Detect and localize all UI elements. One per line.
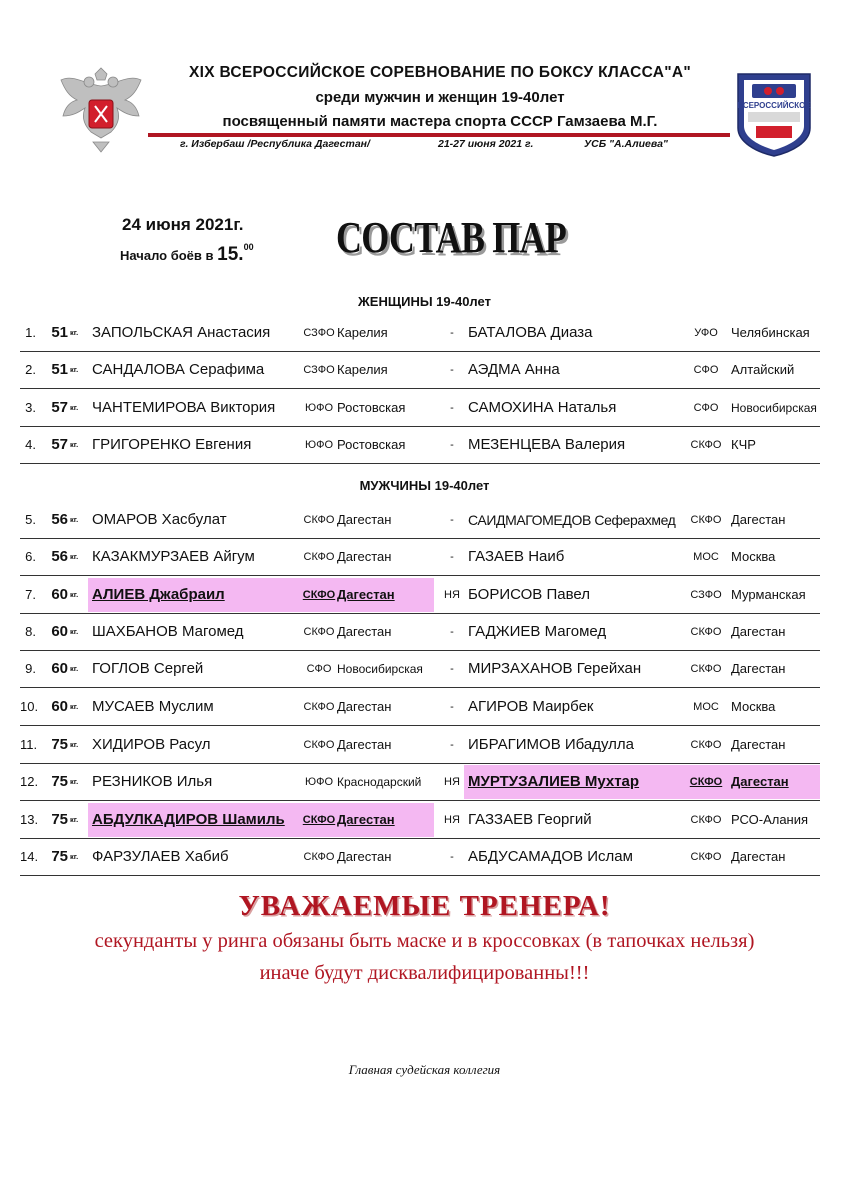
weight-unit: кг. <box>70 815 79 824</box>
boxer-1-name: ЧАНТЕМИРОВА Виктория <box>92 399 276 416</box>
boxer-1-region: Дагестан <box>337 587 395 602</box>
boxer-2-name: САИДМАГОМЕДОВ Сеферахмед <box>468 512 676 528</box>
start-hour: 15. <box>217 244 244 265</box>
boxer-2-name: ГАЗАЕВ Наиб <box>468 548 565 565</box>
boxer-1-district: СЗФО <box>303 364 335 376</box>
boxer-1-district: СКФО <box>303 739 335 751</box>
boxer-1-name: САНДАЛОВА Серафима <box>92 361 265 378</box>
boxer-1-district: СЗФО <box>303 327 335 339</box>
weight-unit: кг. <box>70 403 79 412</box>
footer-signature: Главная судейская коллегия <box>348 1062 501 1077</box>
start-time <box>120 244 254 266</box>
section-men: МУЖЧИНЫ 19-40лет <box>359 478 490 493</box>
weight-class: 51 <box>51 324 68 341</box>
boxer-2-region: Алтайский <box>731 362 795 377</box>
bout-result: - <box>450 364 454 376</box>
bout-number: 12. <box>20 774 39 789</box>
boxer-2-district: СКФО <box>690 514 722 526</box>
boxer-1-district: СКФО <box>303 701 335 713</box>
boxer-2-district: СКФО <box>690 663 722 675</box>
boxer-1-region: Дагестан <box>337 737 392 752</box>
boxer-1-region: Дагестан <box>337 699 392 714</box>
boxer-1-region: Дагестан <box>337 849 392 864</box>
boxer-1-name: ОМАРОВ Хасбулат <box>92 511 227 528</box>
boxer-1-name: ШАХБАНОВ Магомед <box>92 623 244 640</box>
weight-unit: кг. <box>70 702 79 711</box>
weight-class: 56 <box>51 548 68 565</box>
bout-result: - <box>450 439 454 451</box>
boxer-1-region: Карелия <box>337 325 388 340</box>
bout-number: 11. <box>20 737 38 752</box>
boxer-1-district: СКФО <box>303 514 335 526</box>
boxer-2-district: СКФО <box>690 626 722 638</box>
boxer-2-district: СФО <box>693 364 719 376</box>
notice-line-2: иначе будут дисквалифицированны!!! <box>259 962 590 984</box>
weight-unit: кг. <box>70 852 79 861</box>
boxer-2-district: СЗФО <box>690 589 722 601</box>
boxer-1-name: ФАРЗУЛАЕВ Хабиб <box>92 848 229 865</box>
boxer-2-region: Дагестан <box>731 661 786 676</box>
bout-number: 2. <box>25 362 36 377</box>
bout-number: 14. <box>20 849 39 864</box>
boxer-2-name: ГАЗЗАЕВ Георгий <box>468 811 592 828</box>
bout-number: 13. <box>20 812 39 827</box>
boxer-2-district: СФО <box>693 402 719 414</box>
bout-number: 4. <box>25 437 36 452</box>
bout-number: 9. <box>25 661 36 676</box>
bout-result: НЯ <box>444 589 460 601</box>
bout-result: - <box>450 626 454 638</box>
bout-number: 6. <box>25 549 36 564</box>
boxer-2-region: Челябинская <box>731 325 810 340</box>
notice-title: УВАЖАЕМЫЕ ТРЕНЕРА! <box>238 890 611 922</box>
boxer-1-region: Карелия <box>337 362 388 377</box>
boxer-1-region: Ростовская <box>337 437 406 452</box>
boxer-2-name: АГИРОВ Маирбек <box>468 698 594 715</box>
boxer-2-name: МИРЗАХАНОВ Герейхан <box>468 660 642 677</box>
boxer-2-name: МУРТУЗАЛИЕВ Мухтар <box>468 773 640 790</box>
table-row <box>20 689 820 726</box>
boxer-2-name: АЭДМА Анна <box>468 361 560 378</box>
weight-unit: кг. <box>70 740 79 749</box>
boxer-2-district: МОС <box>693 701 719 713</box>
competition-logo-icon <box>728 68 820 158</box>
boxer-1-name: АБДУЛКАДИРОВ Шамиль <box>92 811 285 828</box>
bout-result: НЯ <box>444 776 460 788</box>
weight-unit: кг. <box>70 777 79 786</box>
table-row <box>20 502 820 539</box>
weight-class: 57 <box>51 399 68 416</box>
table-row <box>20 839 820 876</box>
weight-class: 75 <box>51 736 68 753</box>
start-minutes: 00 <box>243 242 254 252</box>
boxer-2-name: САМОХИНА Наталья <box>468 399 617 416</box>
boxer-2-name: МЕЗЕНЦЕВА Валерия <box>468 436 626 453</box>
notice-line-1: секунданты у ринга обязаны быть маске и в кроссовках (в тапочках нельзя) <box>94 930 755 952</box>
boxer-2-district: МОС <box>693 551 719 563</box>
boxer-2-region: Москва <box>731 699 776 714</box>
table-row <box>20 802 820 839</box>
boxer-1-district: СКФО <box>303 626 335 638</box>
boxer-2-district: СКФО <box>690 739 722 751</box>
boxer-2-region: Дагестан <box>731 624 786 639</box>
boxer-1-region: Дагестан <box>337 812 395 827</box>
weight-unit: кг. <box>70 328 79 337</box>
header-place: г. Избербаш /Республика Дагестан/ <box>180 138 370 150</box>
weight-unit: кг. <box>70 664 79 673</box>
boxer-1-name: МУСАЕВ Муслим <box>92 698 214 715</box>
weight-class: 60 <box>51 586 68 603</box>
boxer-1-district: ЮФО <box>304 439 334 451</box>
boxer-1-name: ЗАПОЛЬСКАЯ Анастасия <box>92 324 271 341</box>
table-row <box>20 352 820 389</box>
weight-class: 60 <box>51 660 68 677</box>
bout-result: - <box>450 402 454 414</box>
bout-result: - <box>450 663 454 675</box>
boxer-1-region: Ростовская <box>337 400 406 415</box>
weight-unit: кг. <box>70 627 79 636</box>
boxer-2-district: СКФО <box>689 776 723 788</box>
bout-result: - <box>450 739 454 751</box>
boxer-2-district: СКФО <box>690 814 722 826</box>
boxer-2-region: Мурманская <box>731 587 806 602</box>
weight-class: 60 <box>51 623 68 640</box>
boxer-1-region: Краснодарский <box>337 775 422 789</box>
weight-unit: кг. <box>70 515 79 524</box>
boxer-2-district: СКФО <box>690 439 722 451</box>
table-row <box>20 727 820 764</box>
weight-unit: кг. <box>70 365 79 374</box>
header-dedication: посвященный памяти мастера спорта СССР Гамзаева М.Г. <box>222 113 658 130</box>
weight-unit: кг. <box>70 552 79 561</box>
boxer-2-region: Дагестан <box>731 774 789 789</box>
bout-number: 5. <box>25 512 36 527</box>
table-row <box>20 390 820 427</box>
boxer-1-district: СКФО <box>302 814 336 826</box>
boxer-1-name: РЕЗНИКОВ Илья <box>92 773 213 790</box>
start-label: Начало боёв в <box>120 248 214 263</box>
bout-result: - <box>450 327 454 339</box>
bout-number: 7. <box>25 587 36 602</box>
header-subtitle: среди мужчин и женщин 19-40лет <box>315 89 565 106</box>
boxer-2-region: Москва <box>731 549 776 564</box>
header-title: XIX ВСЕРОССИЙСКОЕ СОРЕВНОВАНИЕ ПО БОКСУ КЛАССА"А" <box>188 64 692 81</box>
boxer-1-region: Дагестан <box>337 512 392 527</box>
page-title: СОСТАВ ПАР <box>336 213 566 262</box>
table-row <box>20 427 820 464</box>
boxer-2-name: ИБРАГИМОВ Ибадулла <box>468 736 635 753</box>
weight-class: 51 <box>51 361 68 378</box>
section-women: ЖЕНЩИНЫ 19-40лет <box>358 294 491 309</box>
boxer-2-name: БАТАЛОВА Диаза <box>468 324 593 341</box>
weight-class: 75 <box>51 773 68 790</box>
header-divider <box>148 133 730 137</box>
weight-class: 57 <box>51 436 68 453</box>
bout-number: 8. <box>25 624 36 639</box>
weight-unit: кг. <box>70 590 79 599</box>
weight-class: 56 <box>51 511 68 528</box>
boxer-2-region: РСО-Алания <box>731 812 809 827</box>
boxer-2-district: СКФО <box>690 851 722 863</box>
boxer-2-region: Дагестан <box>731 737 786 752</box>
boxer-1-name: ХИДИРОВ Расул <box>92 736 211 753</box>
boxer-1-name: КАЗАКМУРЗАЕВ Айгум <box>92 548 255 565</box>
header-dates: 21-27 июня 2021 г. <box>438 138 534 150</box>
boxer-2-name: ГАДЖИЕВ Магомед <box>468 623 607 640</box>
boxer-2-name: АБДУСАМАДОВ Ислам <box>468 848 633 865</box>
svg-text:ВСЕРОССИЙСКОЕ: ВСЕРОССИЙСКОЕ <box>737 101 811 110</box>
table-row <box>20 651 820 688</box>
weight-class: 75 <box>51 811 68 828</box>
bout-number: 1. <box>25 325 36 340</box>
federation-emblem-icon <box>55 66 147 156</box>
table-row <box>20 764 820 801</box>
boxer-2-region: Новосибирская <box>731 401 817 415</box>
table-row <box>20 315 820 352</box>
bout-date: 24 июня 2021г. <box>122 215 244 234</box>
bout-number: 10. <box>20 699 39 714</box>
boxer-1-name: АЛИЕВ Джабраил <box>92 586 225 603</box>
weight-unit: кг. <box>70 440 79 449</box>
weight-class: 60 <box>51 698 68 715</box>
boxer-2-district: УФО <box>694 327 718 339</box>
bout-result: НЯ <box>444 814 460 826</box>
bout-result: - <box>450 701 454 713</box>
boxer-2-region: Дагестан <box>731 512 786 527</box>
boxer-1-region: Дагестан <box>337 549 392 564</box>
boxer-2-name: БОРИСОВ Павел <box>468 586 590 603</box>
weight-class: 75 <box>51 848 68 865</box>
boxer-1-region: Новосибирская <box>337 662 423 676</box>
boxer-1-district: СКФО <box>303 551 335 563</box>
table-row <box>20 577 820 614</box>
boxer-1-district: ЮФО <box>304 776 334 788</box>
boxer-1-name: ГОГЛОВ Сергей <box>92 660 204 677</box>
boxer-1-region: Дагестан <box>337 624 392 639</box>
boxer-1-district: СКФО <box>303 851 335 863</box>
bout-number: 3. <box>25 400 36 415</box>
table-row <box>20 539 820 576</box>
boxer-1-district: ЮФО <box>304 402 334 414</box>
bout-result: - <box>450 551 454 563</box>
header-venue: УСБ "А.Алиева" <box>584 138 668 150</box>
bout-result: - <box>450 514 454 526</box>
boxer-1-name: ГРИГОРЕНКО Евгения <box>92 436 252 453</box>
table-row <box>20 614 820 651</box>
bout-result: - <box>450 851 454 863</box>
boxer-2-region: Дагестан <box>731 849 786 864</box>
boxer-1-district: СКФО <box>302 589 336 601</box>
boxer-2-region: КЧР <box>731 437 756 452</box>
boxer-1-district: СФО <box>306 663 332 675</box>
